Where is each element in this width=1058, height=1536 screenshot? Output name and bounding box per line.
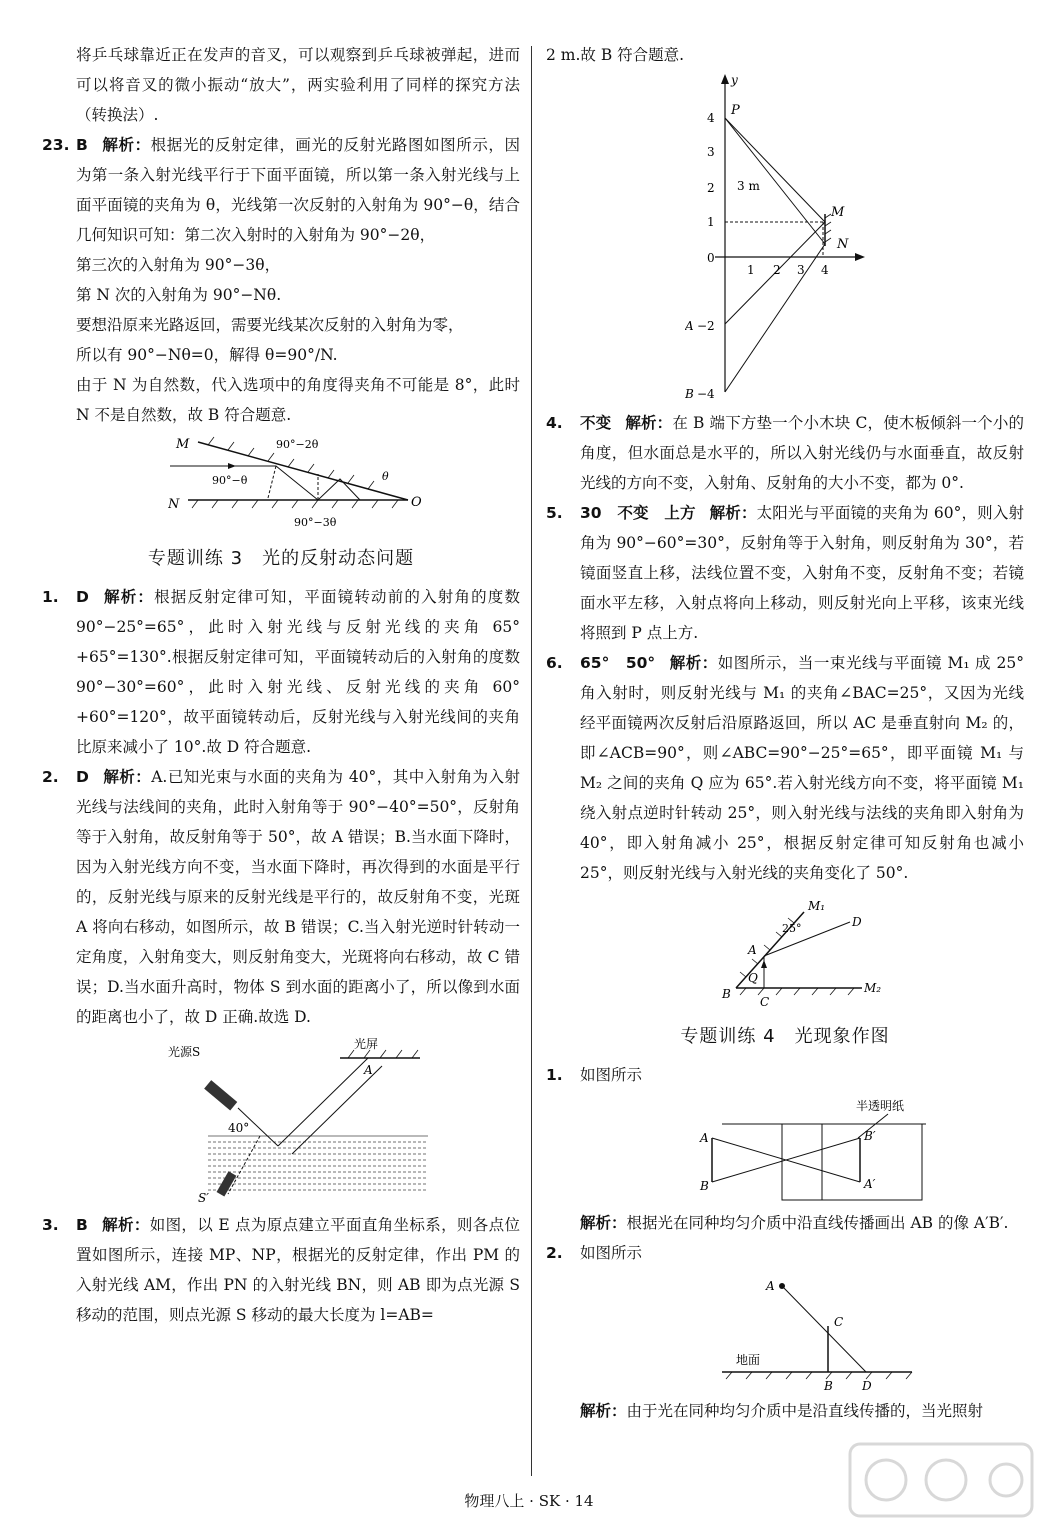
label-A: A xyxy=(685,319,694,333)
analysis-text: 如图所示，当一束光线与平面镜 M₁ 成 25°角入射时，则反射光线与 M₁ 的夹角∠BAC=25°，又因为光线经平面镜两次反射后沿原路返回，所以 AC 是垂直射向 M₂ 的，即∠ACB=90°，则∠ABC=90°−25°=65°，即平面镜 M₁ 与 M₂ 之间的夹角 Q 应为 65°.若入射光线方向不变，将平面镜 M₁ 绕入射点逆时针转动 25°，则入射光线与法线的夹角即入射角为 40°，即入射角减小 25°，根据反射定律可知反射角也减小 25°，则反射光线与入射光线的夹角变化了 50°. xyxy=(580,654,1024,882)
analysis-label: 解析： xyxy=(101,136,151,154)
label-C: C xyxy=(834,1315,844,1329)
answer: B xyxy=(76,136,88,154)
answer: 30 不变 上方 xyxy=(580,504,696,522)
distance-label: 3 m xyxy=(737,179,760,193)
question-3 xyxy=(42,1210,520,1330)
answer: B xyxy=(76,1216,88,1234)
analysis-text: 如图，以 E 点为原点建立平面直角坐标系，则各点位置如图所示，连接 MP、NP，根据光的反射定律，作出 PM 的入射光线 AM，作出 PN 的入射光线 BN，则 AB 即为点光源 S 移动的范围，则点光源 S 移动的最大长度为 l=AB= xyxy=(76,1216,520,1324)
question-23 xyxy=(42,130,520,534)
label-B: B xyxy=(685,387,694,401)
question-number: 2. xyxy=(42,768,59,786)
question-2 xyxy=(42,762,520,1210)
coordinate-figure xyxy=(685,74,885,404)
tick-label: 1 xyxy=(747,263,755,277)
site-watermark xyxy=(846,1440,1036,1520)
tick-label: 2 xyxy=(707,181,715,195)
question-stem: 如图所示 xyxy=(580,1244,643,1262)
tick-label: 3 xyxy=(797,263,805,277)
column-divider xyxy=(531,46,532,1476)
label-B: B xyxy=(824,1379,833,1392)
analysis-line: 要想沿原来光路返回，需要光线某次反射的入射角为零， xyxy=(76,316,464,334)
label-A: A xyxy=(364,1063,373,1077)
water-reflection-figure xyxy=(168,1036,428,1206)
label-A: A xyxy=(700,1131,709,1145)
text-line: 起，进而可以将音叉的微小振动“放大”，两实验利用了同 xyxy=(76,46,520,94)
question-6 xyxy=(546,648,1024,1012)
label-O: O xyxy=(411,495,422,510)
question-number: 23. xyxy=(42,136,70,154)
answer: D xyxy=(76,588,89,606)
text-line: 将乒乓球靠近正在发声的音叉，可以观察到乒乓球被弹 xyxy=(76,46,457,64)
left-column xyxy=(42,40,520,1330)
question-number: 3. xyxy=(42,1216,59,1234)
drawing-question-2 xyxy=(546,1238,1024,1426)
tick-label: 0 xyxy=(707,251,715,265)
answer: 65° 50° xyxy=(580,654,656,672)
question-number: 2. xyxy=(546,1244,563,1262)
formula-line: 所以有 90°−Nθ=0，解得 θ=90°/N. xyxy=(76,346,338,364)
q22-continuation xyxy=(42,40,520,130)
tick-label: 3 xyxy=(707,145,715,159)
question-number: 5. xyxy=(546,504,563,522)
analysis-line: 第三次的入射角为 90°−3θ， xyxy=(76,256,281,274)
label-screen: 光屏 xyxy=(354,1037,379,1051)
question-number: 1. xyxy=(42,588,59,606)
question-stem: 如图所示 xyxy=(580,1066,643,1084)
analysis-label: 解析： xyxy=(580,1402,627,1420)
label-N: N xyxy=(837,237,849,252)
label-M: M xyxy=(176,437,190,452)
tick-label: 2 xyxy=(773,263,781,277)
angle-label: 40° xyxy=(228,1121,250,1135)
label-B: B xyxy=(722,987,731,1001)
analysis-text: 根据光的反射定律，画光的反射光路图如图所示，因为第一条入射光线平行于下面平面镜，所以第一条入射光线与上面平面镜的夹角为 θ，光线第一次反射的入射角为 90°−θ，结合几何知识可知：第二次入射时的入射角为 90°−2θ， xyxy=(76,136,520,244)
q3-continuation xyxy=(546,40,1024,70)
section-heading: 专题训练 4 光现象作图 xyxy=(680,1026,890,1047)
label-B: B xyxy=(700,1179,709,1193)
question-5 xyxy=(546,498,1024,648)
label-translucent-paper: 半透明纸 xyxy=(856,1099,905,1113)
angle-label: 25° xyxy=(782,922,802,935)
label-ground: 地面 xyxy=(736,1353,761,1367)
angle-label: 90°−2θ xyxy=(276,438,319,451)
analysis-label: 解析： xyxy=(102,588,155,606)
question-number: 4. xyxy=(546,414,563,432)
label-D: D xyxy=(852,915,862,929)
analysis-label: 解析： xyxy=(102,768,152,786)
drawing-question-1 xyxy=(546,1060,1024,1238)
analysis-text: 由于光在同种均匀介质中是沿直线传播的，当光照射 xyxy=(626,1402,984,1420)
answer: 不变 xyxy=(580,414,612,432)
label-A: A xyxy=(766,1279,775,1293)
analysis-text: 在 B 端下方垫一个小木块 C，使木板倾斜一个小的角度，但水面总是水平的，所以入射光线仍与水面垂直，故反射光线的方向不变，入射角、反射角的大小不变，都为 0°. xyxy=(580,414,1024,492)
label-Q: Q xyxy=(748,971,758,985)
question-number: 6. xyxy=(546,654,563,672)
section-heading: 专题训练 3 光的反射动态问题 xyxy=(147,548,415,569)
angle-label: 90°−3θ xyxy=(294,516,337,529)
analysis-text: 根据光在同种均匀介质中沿直线传播画出 AB 的像 A′B′. xyxy=(626,1214,1009,1232)
question-1 xyxy=(42,582,520,762)
label-M2: M₂ xyxy=(864,981,882,995)
tick-label: 4 xyxy=(821,263,829,277)
right-column xyxy=(546,40,1024,1426)
analysis-text: A.已知光束与水面的夹角为 40°，其中入射角为入射光线与法线间的夹角，此时入射角等于 90°−40°=50°，反射角等于入射角，故反射角等于 50°，故 A 错误；B.当水面下降时，因为入射光线方向不变，当水面下降时，再次得到的水面是平行的，反射光线与原来的反射光线是平行的，故反射角不变，光斑 A 将向右移动，如图所示，故 B 错误；C.当入射光逆时针转动一定角度，入射角变大，则反射角变大，光斑将向右移动，故 C 错误；D.当水面升高时，物体 S 到水面的距离小了，所以像到水面的距离也小了，故 D 正确.故选 D. xyxy=(76,768,520,1026)
analysis-label: 解析： xyxy=(625,414,673,432)
text-line: 样的探究方法（转换法）. xyxy=(76,76,520,124)
analysis-label: 解析： xyxy=(101,1216,150,1234)
answer: D xyxy=(76,768,89,786)
tick-label: 1 xyxy=(707,215,715,229)
two-mirror-figure xyxy=(712,892,892,1008)
question-number: 1. xyxy=(546,1066,563,1084)
analysis-label: 解析： xyxy=(669,654,718,672)
text-line: 2 m.故 B 符合题意. xyxy=(546,46,685,64)
analysis-label: 解析： xyxy=(580,1214,627,1232)
analysis-text: 根据反射定律可知，平面镜转动前的入射角的度数 90°−25°=65°，此时入射光线与反射光线的夹角 65°+65°=130°.根据反射定律可知，平面镜转动后的入射角的度数 90°−30°=60°，此时入射光线、反射光线的夹角 60°+60°=120°，故平面镜转动后，反射光线与入射光线间的夹角比原来减小了 10°.故 D 符合题意. xyxy=(76,588,520,756)
label-M1: M₁ xyxy=(808,899,826,913)
angle-label: 90°−θ xyxy=(212,474,248,487)
shadow-figure xyxy=(682,1272,922,1392)
axis-label-y: y xyxy=(731,74,738,87)
tick-label: 4 xyxy=(707,111,715,125)
label-C: C xyxy=(760,995,770,1008)
tick-label: −4 xyxy=(697,387,715,401)
label-P: P xyxy=(731,103,740,118)
label-D: D xyxy=(862,1379,872,1392)
label-B-prime: B′ xyxy=(864,1129,876,1143)
mirror-reflection-figure xyxy=(168,434,428,530)
label-M: M xyxy=(831,205,845,220)
label-light-source: 光源S xyxy=(168,1045,201,1059)
analysis-text: 太阳光与平面镜的夹角为 60°，则入射角为 90°−60°=30°，反射角等于入射角，则反射角为 30°，若镜面竖直上移，法线位置不变，入射角不变，反射角不变；若镜面水平左移，入射点将向上移动，则反射光向上平移，该束光线将照到 P 点上方. xyxy=(580,504,1024,642)
analysis-label: 解析： xyxy=(709,504,757,522)
label-A: A xyxy=(748,943,757,957)
tick-label: −2 xyxy=(697,319,715,333)
label-A-prime: A′ xyxy=(864,1177,876,1191)
label-S-image: S′ xyxy=(198,1191,209,1205)
question-4 xyxy=(546,408,1024,498)
pinhole-figure xyxy=(672,1094,932,1204)
analysis-line: 第 N 次的入射角为 90°−Nθ. xyxy=(76,286,282,304)
analysis-line: 由于 N 为自然数，代入选项中的角度得夹角不可能是 8°，此时 N 不是自然数，故 B 符合题意. xyxy=(76,376,520,424)
label-N: N xyxy=(168,497,180,512)
page-footer: 物理八上 · SK · 14 xyxy=(464,1492,594,1510)
angle-label: θ xyxy=(382,470,389,483)
